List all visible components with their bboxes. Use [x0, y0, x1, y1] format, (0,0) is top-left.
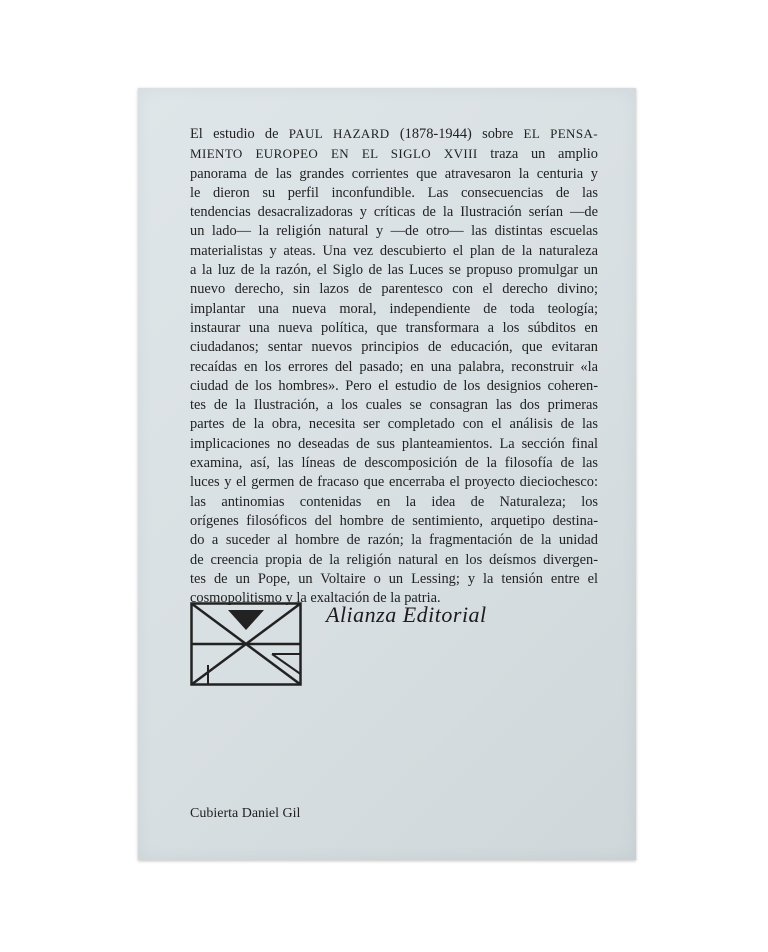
- small-caps-run: MIENTO EUROPEO EN EL SIGLO XVIII: [190, 146, 478, 162]
- synopsis-text-run: instaurar una nueva política, que transformara a los súbditos en: [190, 319, 598, 336]
- synopsis-text-run: le dieron su perfil inconfundible. Las consecuencias de las: [190, 184, 598, 201]
- synopsis-line: [190, 184, 598, 203]
- synopsis-line: [190, 454, 598, 473]
- publisher-name: Alianza Editorial: [326, 602, 487, 627]
- synopsis-text-run: examina, así, las líneas de descomposición de la filosofía de las: [190, 455, 598, 472]
- synopsis-line: [190, 203, 598, 222]
- synopsis-line: [190, 338, 598, 357]
- cover-credit: Cubierta Daniel Gil: [190, 806, 301, 821]
- synopsis-text-run: panorama de las grandes corrientes que atravesaron la centuria y: [190, 165, 598, 182]
- alianza-logo-icon: [190, 602, 302, 686]
- synopsis-text-run: cosmopolitismo y la exaltación de la patria.: [190, 590, 441, 607]
- synopsis-text-run: tendencias desacralizadoras y críticas de la Ilustración serían —de: [190, 204, 598, 221]
- synopsis-line: [190, 144, 598, 164]
- synopsis-text-run: luces y el germen de fracaso que encerraba el proyecto dieciochesco:: [190, 474, 598, 491]
- synopsis-text-run: a la luz de la razón, el Siglo de las Luces se propuso promulgar un: [190, 262, 598, 279]
- back-cover: [138, 88, 636, 860]
- synopsis-text-run: recaídas en los errores del pasado; en una palabra, reconstruir «la: [190, 358, 598, 375]
- synopsis-line: [190, 473, 598, 492]
- synopsis-line: [190, 551, 598, 570]
- synopsis-line: [190, 396, 598, 415]
- synopsis-text-run: partes de la obra, necesita ser completado con el análisis de las: [190, 416, 598, 433]
- synopsis-text-run: ciudad de los hombres». Pero el estudio de los designios coheren-: [190, 377, 598, 394]
- synopsis-line: [190, 261, 598, 280]
- synopsis-text-run: un lado— la religión natural y —de otro— las distintas escuelas: [190, 223, 598, 240]
- synopsis-line: [190, 358, 598, 377]
- synopsis-line: [190, 531, 598, 550]
- synopsis-line: [190, 280, 598, 299]
- synopsis-line: [190, 300, 598, 319]
- synopsis-text-run: ciudadanos; sentar nuevos principios de educación, que evitaran: [190, 339, 598, 356]
- synopsis-text-run: implantar una nueva moral, independiente de toda teología;: [190, 300, 598, 317]
- synopsis-text-run: las antinomias contenidas en la idea de Naturaleza; los: [190, 493, 598, 510]
- synopsis-text-run: do a suceder al hombre de razón; la fragmentación de la unidad: [190, 532, 598, 549]
- synopsis-line: [190, 319, 598, 338]
- synopsis-line: [190, 512, 598, 531]
- synopsis-text: [190, 124, 598, 608]
- synopsis-line: [190, 493, 598, 512]
- synopsis-line: [190, 165, 598, 184]
- synopsis-line: [190, 377, 598, 396]
- synopsis-text-run: de creencia propia de la religión natural en los deísmos divergen-: [190, 551, 598, 568]
- synopsis-text-run: El estudio de: [190, 126, 289, 142]
- synopsis-text-run: materialistas y ateas. Una vez descubierto el plan de la naturaleza: [190, 242, 598, 259]
- synopsis-text-run: tes de la Ilustración, a los cuales se consagran las dos primeras: [190, 397, 598, 414]
- synopsis-text-run: tes de un Pope, un Voltaire o un Lessing; y la tensión entre el: [190, 570, 598, 587]
- synopsis-text-run: orígenes filosóficos del hombre de sentimiento, arquetipo destina-: [190, 512, 598, 529]
- synopsis-text-run: traza un amplio: [477, 146, 599, 163]
- small-caps-run: EL PENSA-: [523, 126, 598, 141]
- synopsis-line: [190, 570, 598, 589]
- synopsis-text-run: implicaciones no deseadas de sus planteamientos. La sección final: [190, 435, 598, 452]
- synopsis-line: [190, 222, 598, 241]
- synopsis-line: [190, 435, 598, 454]
- synopsis-text-run: (1878-1944) sobre: [389, 126, 524, 142]
- synopsis-line: [190, 415, 598, 434]
- synopsis-line: [190, 124, 598, 144]
- synopsis-text-run: nuevo derecho, sin lazos de parentesco con el derecho divino;: [190, 281, 598, 298]
- synopsis-line: [190, 242, 598, 261]
- small-caps-run: PAUL HAZARD: [288, 126, 390, 141]
